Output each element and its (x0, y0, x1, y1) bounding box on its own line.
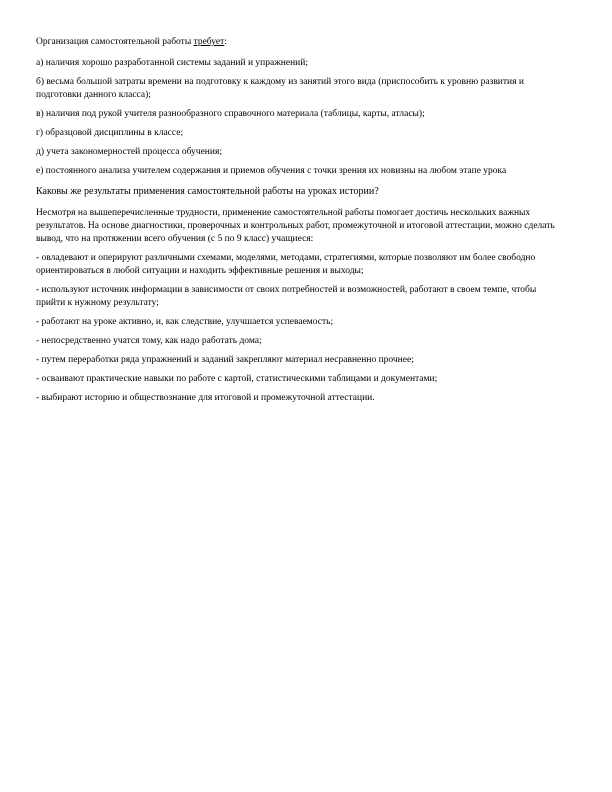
question-paragraph: Каковы же результаты применения самостоятельной работы на уроках истории? (36, 186, 379, 197)
result-item: - работают на уроке активно, и, как следствие, улучшается успеваемость; (36, 317, 334, 327)
intro-text: Организация самостоятельной работы (36, 37, 194, 47)
requirement-item: а) наличия хорошо разработанной системы заданий и упражнений; (36, 58, 308, 68)
result-item: - непосредственно учатся тому, как надо работать дома; (36, 336, 262, 346)
result-item: - выбирают историю и обществознание для итоговой и промежуточной аттестации. (36, 393, 375, 403)
result-item: - используют источник информации в зависимости от своих потребностей и возможностей, работают в своем темпе, чтобы прийти к нужному результату; (36, 285, 537, 308)
requirement-item: е) постоянного анализа учителем содержания и приемов обучения с точки зрения их новизны на любом этапе урока (36, 166, 507, 176)
result-item: - осваивают практические навыки по работе с картой, статистическими таблицами и документами; (36, 374, 438, 384)
result-item: - овладевают и оперируют различными схемами, моделями, методами, стратегиями, которые позволяют им более свободно ориентироваться в любой ситуации и находить эффективные решения и выходы; (36, 253, 536, 276)
document-body (36, 36, 566, 411)
intro-paragraph (36, 36, 566, 49)
requirement-item: б) весьма большой затраты времени на подготовку к каждому из занятий этого вида (приспособить к уровню развития и подготовки данного класса); (36, 77, 524, 100)
result-item: - путем переработки ряда упражнений и заданий закрепляют материал несравненно прочнее; (36, 355, 414, 365)
requirement-item: г) образцовой дисциплины в классе; (36, 128, 184, 138)
conclusion-paragraph: Несмотря на вышеперечисленные трудности, применение самостоятельной работы помогает достичь нескольких важных результатов. На основе диагностики, проверочных и контрольных работ, промежуточной и итоговой аттестации, можно сделать вывод, что на протяжении всего обучения (с 5 по 9 класс) учащиеся: (36, 208, 555, 244)
requirement-item: в) наличия под рукой учителя разнообразного справочного материала (таблицы, карты, атласы); (36, 109, 425, 119)
intro-tail: : (224, 37, 227, 47)
intro-underlined-word: требует (193, 37, 225, 47)
requirement-item: д) учета закономерностей процесса обучения; (36, 147, 222, 157)
